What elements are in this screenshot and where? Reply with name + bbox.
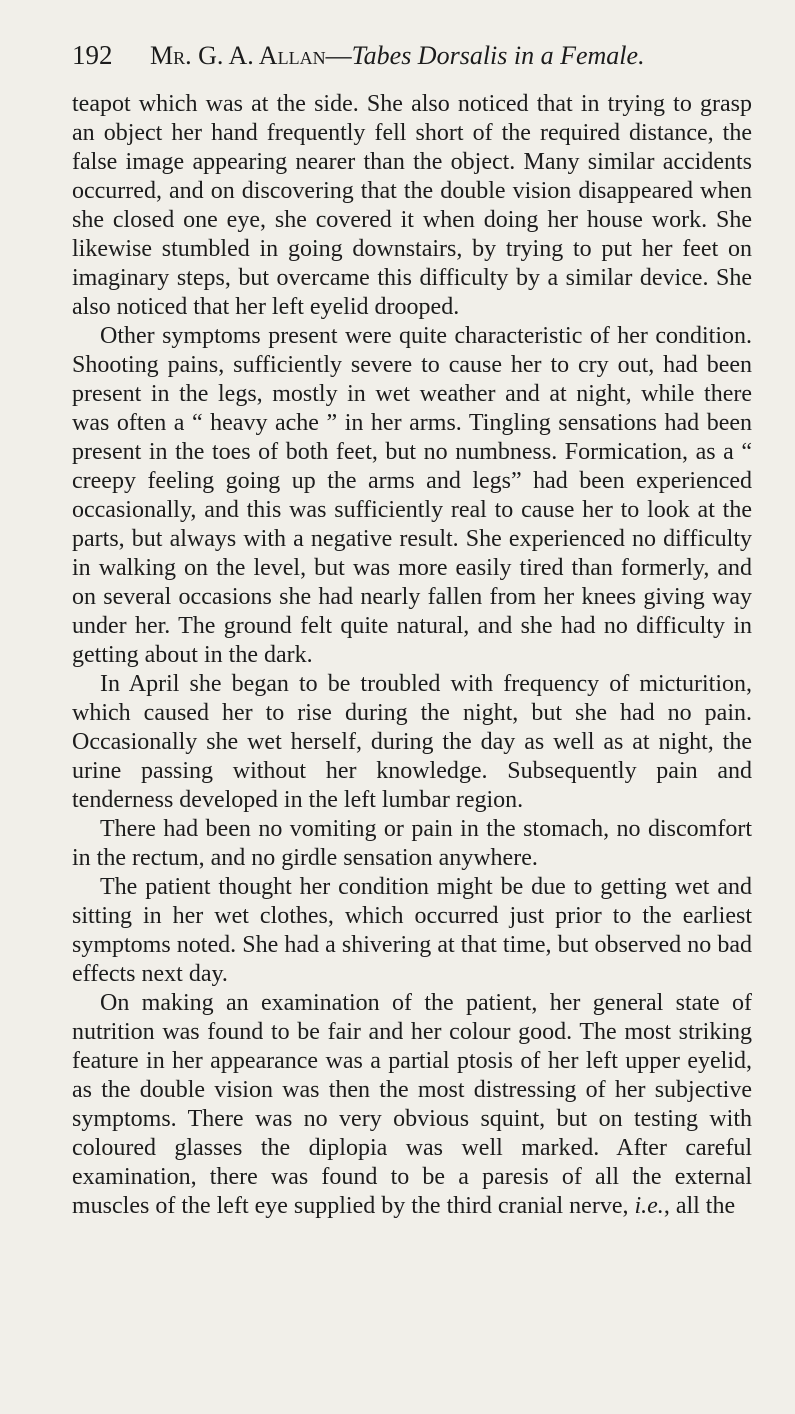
running-head-author: Mr. G. A. Allan <box>150 41 326 70</box>
paragraph-6-italic: i.e. <box>634 1193 664 1219</box>
paragraph-1: teapot which was at the side. She also noticed that in trying to grasp an object her hand frequently fell short of the required distance, the false image appearing nearer than the object. Many similar accidents occurred, and on discovering that the double vision disappeared when she closed one eye, she covered it when doing her house work. She likewise stumbled in going downstairs, by trying to put her feet on imaginary steps, but overcame this difficulty by a similar device. She also noticed that her left eyelid drooped. <box>72 91 752 320</box>
book-page <box>72 40 752 1221</box>
paragraph-2: Other symptoms present were quite characteristic of her condition. Shooting pains, sufficiently severe to cause her to cry out, had been present in the legs, mostly in wet weather and at night, while there was often a “ heavy ache ” in her arms. Tingling sensations had been present in the toes of both feet, but no numbness. Formication, as a “ creepy feeling going up the arms and legs” had been experienced occasionally, and this was sufficiently real to cause her to look at the parts, but always with a negative result. She experienced no difficulty in walking on the level, but was more easily tired than formerly, and on several occasions she had nearly fallen from her knees giving way under her. The ground felt quite natural, and she had no difficulty in getting about in the dark. <box>72 323 752 668</box>
running-head-title: Tabes Dorsalis in a Female. <box>351 41 645 70</box>
running-head <box>150 41 645 71</box>
paragraph-6-text: On making an examination of the patient, her general state of nutrition was found to be fair and her colour good. The most striking feature in her appearance was a partial ptosis of her left upper eyelid, as the double vision was then the most distressing of her subjective symptoms. There was no very obvious squint, but on testing with coloured glasses the diplopia was well marked. After careful examination, there was found to be a paresis of all the external muscles of the left eye supplied by the third cranial nerve, <box>72 990 752 1219</box>
page-number: 192 <box>72 40 113 70</box>
running-header <box>72 40 752 86</box>
running-head-dash: — <box>325 41 352 70</box>
paragraph-4: There had been no vomiting or pain in the stomach, no discomfort in the rectum, and no girdle sensation anywhere. <box>72 816 752 871</box>
paragraph-6-end: , all the <box>663 1193 736 1219</box>
paragraph-6 <box>72 989 752 1221</box>
body-text <box>72 90 752 1221</box>
paragraph-3: In April she began to be troubled with frequency of micturition, which caused her to rise during the night, but she had no pain. Occasionally she wet herself, during the day as well as at night, the urine passing without her knowledge. Subsequently pain and tenderness developed in the left lumbar region. <box>72 671 752 813</box>
paragraph-5: The patient thought her condition might be due to getting wet and sitting in her wet clothes, which occurred just prior to the earliest symptoms noted. She had a shivering at that time, but observed no bad effects next day. <box>72 874 752 987</box>
